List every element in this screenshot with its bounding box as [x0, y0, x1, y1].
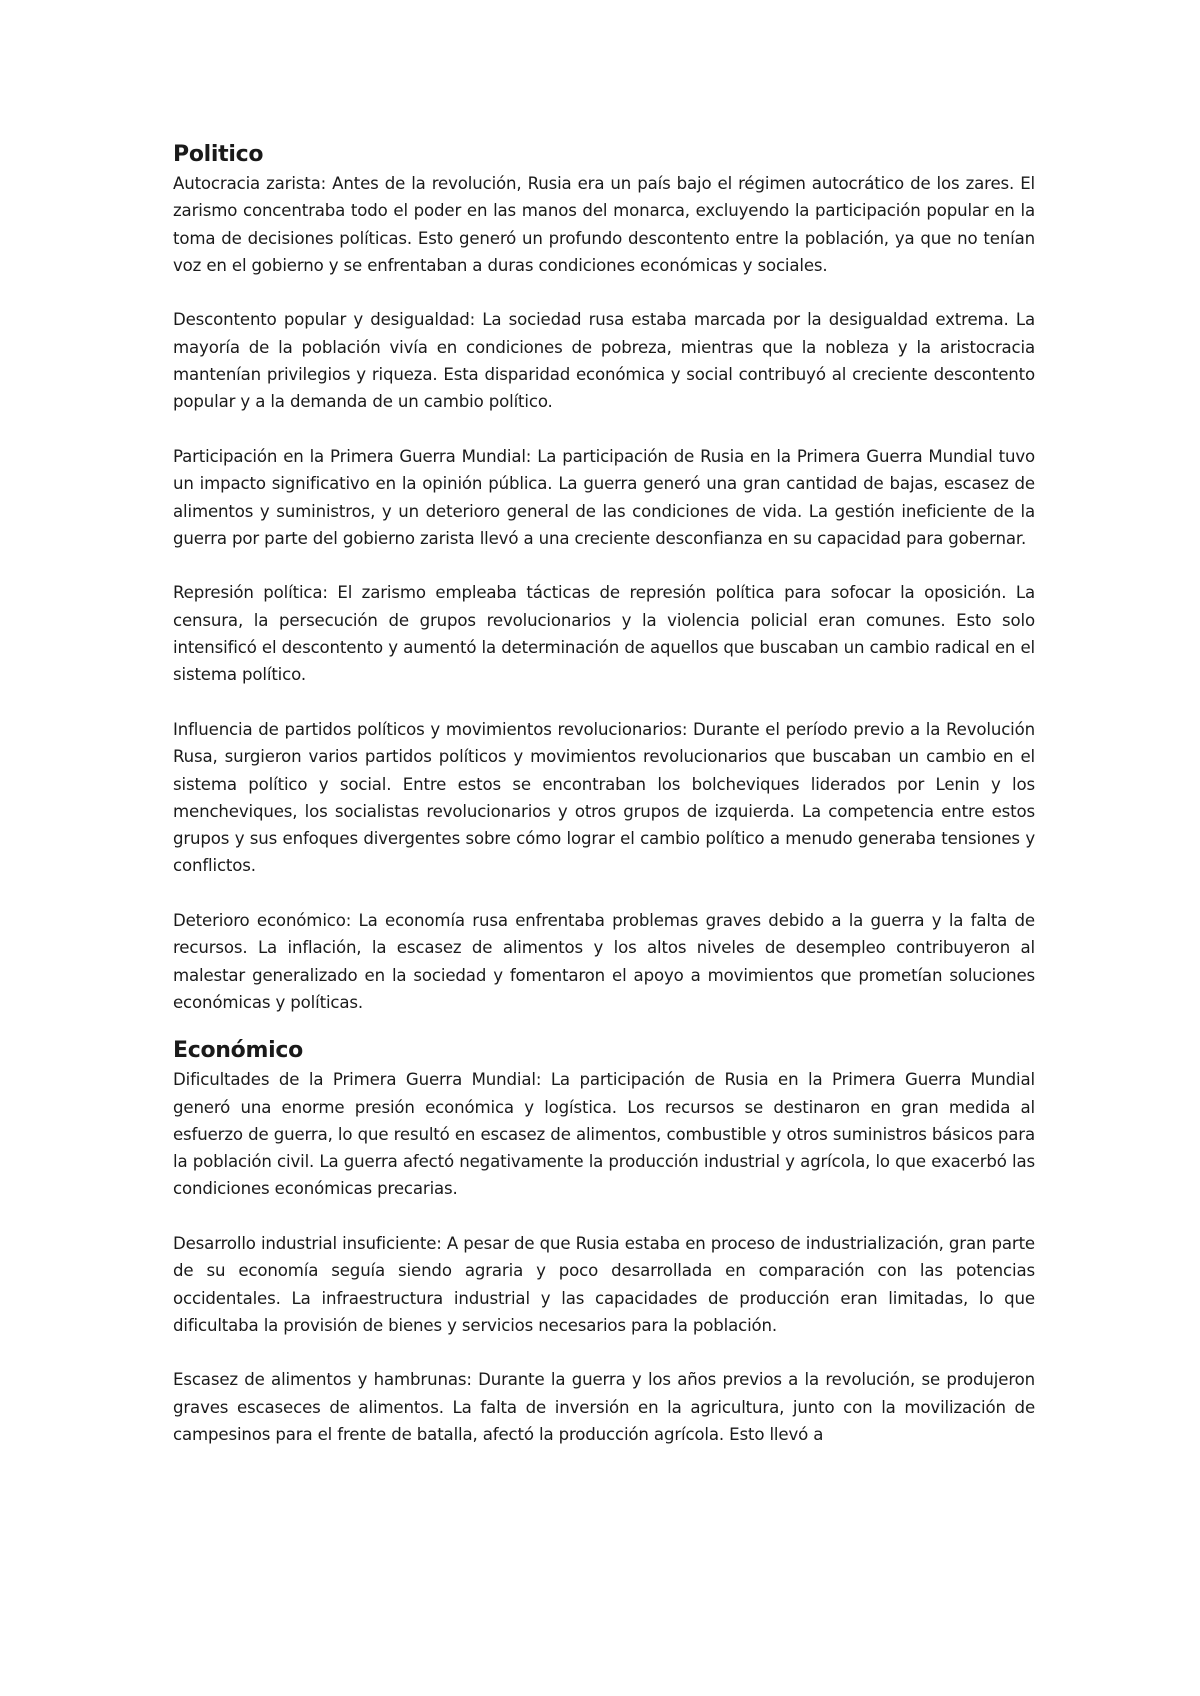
- section-title-economico: Económico: [173, 1038, 303, 1064]
- paragraph-deterioro-economico: Deterioro económico: La economía rusa enfrentaba problemas graves debido a la guerra y la falta de recursos. La inflación, la escasez de alimentos y los altos niveles de desempleo contribuyeron al malestar generalizado en la sociedad y fomentaron el apoyo a movimientos que prometían soluciones económicas y políticas.: [173, 911, 1035, 1012]
- paragraph-dificultades-guerra: Dificultades de la Primera Guerra Mundial: La participación de Rusia en la Primera Guerra Mundial generó una enorme presión económica y logística. Los recursos se destinaron en gran medida al esfuerzo de guerra, lo que resultó en escasez de alimentos, combustible y otros suministros básicos para la población civil. La guerra afectó negativamente la producción industrial y agrícola, lo que exacerbó las condiciones económicas precarias.: [173, 1070, 1035, 1199]
- paragraph-escasez-alimentos: Escasez de alimentos y hambrunas: Durante la guerra y los años previos a la revolución, se produjeron graves escaseces de alimentos. La falta de inversión en la agricultura, junto con la movilización de campesinos para el frente de batalla, afectó la producción agrícola. Esto llevó a: [173, 1370, 1035, 1445]
- paragraph-represion-politica: Represión política: El zarismo empleaba tácticas de represión política para sofocar la oposición. La censura, la persecución de grupos revolucionarios y la violencia policial eran comunes. Esto solo intensificó el descontento y aumentó la determinación de aquellos que buscaban un cambio radical en el sistema político.: [173, 583, 1035, 685]
- paragraph-autocracia-zarista: Autocracia zarista: Antes de la revolución, Rusia era un país bajo el régimen autocrático de los zares. El zarismo concentraba todo el poder en las manos del monarca, excluyendo la participación popular en la toma de decisiones políticas. Esto generó un profundo descontento entre la población, ya que no tenían voz en el gobierno y se enfrentaban a duras condiciones económicas y sociales.: [173, 174, 1035, 275]
- paragraph-desarrollo-industrial: Desarrollo industrial insuficiente: A pesar de que Rusia estaba en proceso de industrialización, gran parte de su economía seguía siendo agraria y poco desarrollada en comparación con las potencias occidentales. La infraestructura industrial y las capacidades de producción eran limitadas, lo que dificultaba la provisión de bienes y servicios necesarios para la población.: [173, 1233, 1035, 1335]
- document-page: [173, 140, 1035, 1448]
- paragraph-descontento-popular: Descontento popular y desigualdad: La sociedad rusa estaba marcada por la desigualdad extrema. La mayoría de la población vivía en condiciones de pobreza, mientras que la nobleza y la aristocracia mantenían privilegios y riqueza. Esta disparidad económica y social contribuyó al creciente descontento popular y a la demanda de un cambio político.: [173, 310, 1035, 412]
- section-title-politico: Politico: [173, 142, 264, 167]
- paragraph-partidos-politicos: Influencia de partidos políticos y movimientos revolucionarios: Durante el período previo a la Revolución Rusa, surgieron varios partidos políticos y movimientos revolucionarios que buscaban un cambio en el sistema político y social. Entre estos se encontraban los bolcheviques liderados por Lenin y los mencheviques, los socialistas revolucionarios y otros grupos de izquierda. La competencia entre estos grupos y sus enfoques divergentes sobre cómo lograr el cambio político a menudo generaba tensiones y conflictos.: [173, 719, 1035, 876]
- paragraph-primera-guerra-mundial: Participación en la Primera Guerra Mundial: La participación de Rusia en la Primera Guerra Mundial tuvo un impacto significativo en la opinión pública. La guerra generó una gran cantidad de bajas, escasez de alimentos y suministros, y un deterioro general de las condiciones de vida. La gestión ineficiente de la guerra por parte del gobierno zarista llevó a una creciente desconfianza en su capacidad para gobernar.: [173, 446, 1035, 548]
